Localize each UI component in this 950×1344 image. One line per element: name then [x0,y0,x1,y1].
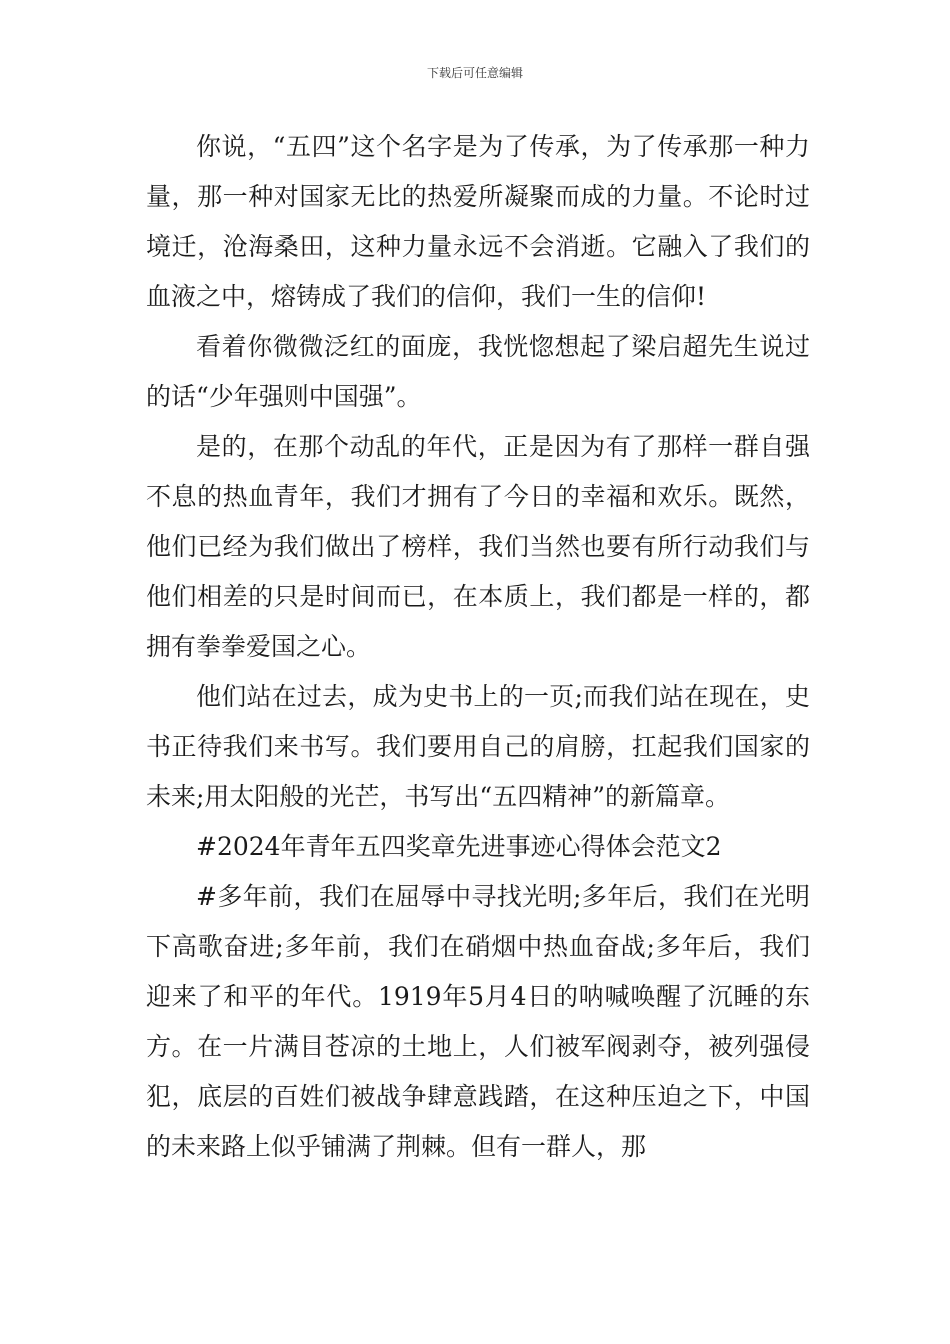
paragraph-wusi-legacy: 你说，“五四”这个名字是为了传承，为了传承那一种力量，那一种对国家无比的热爱所凝聚而成的力量。不论时过境迁，沧海桑田，这种力量永远不会消逝。它融入了我们的血液之中，熔铸成了我们的信仰，我们一生的信仰! [146,132,810,311]
paragraph-liang-qichao-quote: 看着你微微泛红的面庞，我恍惚想起了梁启超先生说过的话“少年强则中国强”。 [146,332,810,411]
document-body [146,122,810,1172]
section-heading: #2024年青年五四奖章先进事迹心得体会范文2 [196,832,722,861]
page-header: 下载后可任意编辑 [426,66,523,80]
paragraph-years-ago: #多年前，我们在屈辱中寻找光明;多年后，我们在光明下高歌奋进;多年前，我们在硝烟中热血奋战;多年后，我们迎来了和平的年代。1919年5月4日的呐喊唤醒了沉睡的东方。在一片满目苍凉的土地上，人们被军阀剥夺，被列强侵犯，底层的百姓们被战争肆意践踏，在这种压迫之下，中国的未来路上似乎铺满了荆棘。但有一群人，那 [146,882,810,1161]
paragraph-history-book: 他们站在过去，成为史书上的一页;而我们站在现在，史书正待我们来书写。我们要用自己的肩膀，扛起我们国家的未来;用太阳般的光芒，书写出“五四精神”的新篇章。 [146,682,810,811]
paragraph-turbulent-era: 是的，在那个动乱的年代，正是因为有了那样一群自强不息的热血青年，我们才拥有了今日的幸福和欢乐。既然，他们已经为我们做出了榜样，我们当然也要有所行动我们与他们相差的只是时间而已，在本质上，我们都是一样的，都拥有拳拳爱国之心。 [146,432,810,661]
